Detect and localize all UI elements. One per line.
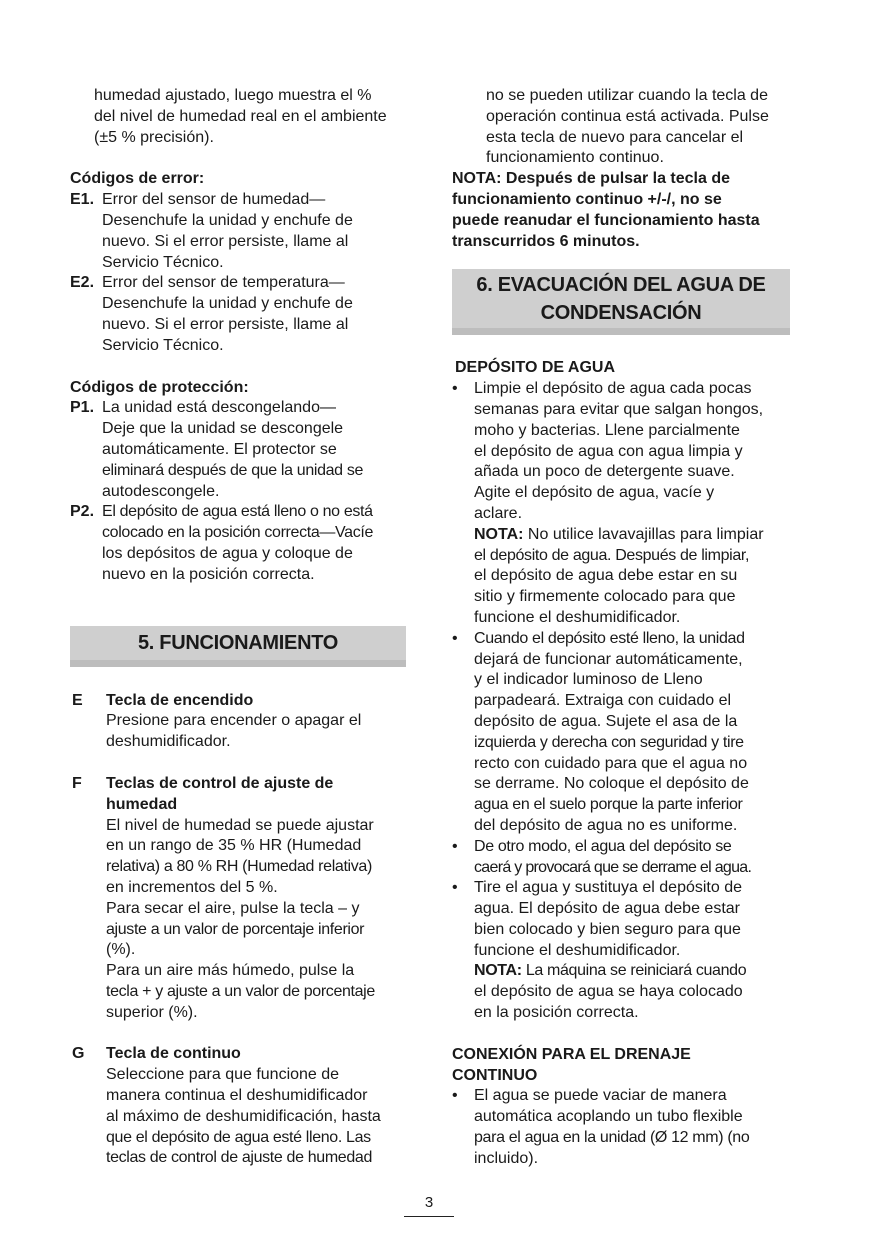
- text-line: Cuando el depósito esté lleno, la unidad: [474, 629, 745, 647]
- section-title: 5. FUNCIONAMIENTO: [137, 631, 339, 654]
- right-column: [452, 86, 790, 1170]
- text-line: del depósito de agua no es uniforme.: [474, 816, 738, 834]
- text-line: Agite el depósito de agua, vacíe y: [474, 484, 715, 502]
- text-line: bien colocado y bien seguro para que: [474, 920, 741, 938]
- text-line: en incrementos del 5 %.: [106, 878, 278, 896]
- key-item-g: [70, 1044, 406, 1169]
- text-line: El depósito de agua está lleno o no está: [102, 503, 373, 521]
- text-line: Error del sensor de temperatura—: [102, 274, 345, 292]
- text-line: Desenchufe la unidad y enchufe de: [102, 211, 353, 229]
- text-line: en la posición correcta.: [474, 1004, 639, 1022]
- error-code-e2: [70, 273, 406, 356]
- error-codes-list: [70, 190, 406, 356]
- list-item: [452, 878, 790, 1024]
- text-line: del nivel de humedad real en el ambiente: [94, 107, 387, 125]
- text-line: nuevo en la posición correcta.: [102, 565, 315, 583]
- section-6-heading: [452, 269, 790, 335]
- key-letter: G: [72, 1045, 85, 1063]
- text-line: Desenchufe la unidad y enchufe de: [102, 295, 353, 313]
- text-line: Deje que la unidad se descongele: [102, 420, 344, 438]
- text-line: el depósito de agua debe estar en su: [474, 567, 738, 585]
- error-code-e1: [70, 190, 406, 273]
- text-line: el depósito de agua se haya colocado: [474, 983, 743, 1001]
- protection-code-p1: [70, 398, 406, 502]
- text-line: funcione el deshumidificador.: [474, 608, 681, 626]
- tank-bullet-list: [452, 379, 790, 1024]
- text-line: operación continua está activada. Pulse: [486, 107, 769, 125]
- text-line: superior (%).: [106, 1003, 198, 1021]
- continuation-paragraph: [452, 86, 790, 169]
- key-title: Tecla de continuo: [106, 1045, 241, 1063]
- text-line: CONTINUO: [452, 1066, 538, 1084]
- text-line: aclare.: [474, 504, 523, 522]
- tank-title: DEPÓSITO DE AGUA: [455, 359, 616, 377]
- text-line: y el indicador luminoso de Lleno: [474, 671, 703, 689]
- text-line: De otro modo, el agua del depósito se: [474, 837, 732, 855]
- text-line: Tire el agua y sustituya el depósito de: [474, 879, 743, 897]
- text-line: Limpie el depósito de agua cada pocas: [474, 380, 752, 398]
- text-line: nuevo. Si el error persiste, llame al: [102, 232, 349, 250]
- list-item: [452, 1086, 790, 1169]
- text-line: puede reanudar el funcionamiento hasta: [452, 211, 760, 229]
- text-line: autodescongele.: [102, 482, 220, 500]
- text-line: eliminará después de que la unidad se: [102, 461, 364, 479]
- bullet-icon: •: [452, 1087, 458, 1105]
- text-line: transcurridos 6 minutos.: [452, 232, 640, 250]
- text-line: CONEXIÓN PARA EL DRENAJE: [452, 1045, 691, 1063]
- text-line: caerá y provocará que se derrame el agua.: [474, 858, 752, 876]
- key-item-f: [70, 774, 406, 1024]
- text-line: el depósito de agua. Después de limpiar,: [474, 546, 750, 564]
- key-title: humedad: [106, 795, 178, 813]
- text-line: colocado en la posición correcta—Vacíe: [102, 524, 374, 542]
- text-line: tecla + y ajuste a un valor de porcentaje: [106, 982, 375, 1000]
- code-label: E2.: [70, 274, 95, 292]
- text-line: al máximo de deshumidificación, hasta: [106, 1107, 381, 1125]
- text-line: teclas de control de ajuste de humedad: [106, 1149, 372, 1167]
- key-title: Tecla de encendido: [106, 691, 254, 709]
- text-line: incluido).: [474, 1149, 539, 1167]
- text-line: El nivel de humedad se puede ajustar: [106, 816, 374, 834]
- text-line: Seleccione para que funcione de: [106, 1066, 340, 1084]
- text-line: agua en el suelo porque la parte inferior: [474, 796, 743, 814]
- key-item-e: [70, 691, 406, 753]
- drain-title: [452, 1045, 790, 1087]
- page-footer: [404, 1193, 454, 1217]
- list-item: [452, 629, 790, 837]
- text-line: humedad ajustado, luego muestra el %: [94, 87, 372, 104]
- note-text: La máquina se reiniciará cuando: [521, 962, 747, 980]
- text-line: NOTA: Después de pulsar la tecla de: [452, 170, 731, 188]
- text-line: Para secar el aire, pulse la tecla – y: [106, 899, 360, 917]
- text-line: el depósito de agua con agua limpia y: [474, 442, 743, 460]
- text-line: Servicio Técnico.: [102, 253, 224, 271]
- text-line: (%).: [106, 941, 136, 959]
- text-line: moho y bacterias. Llene parcialmente: [474, 421, 740, 439]
- note-label: NOTA:: [474, 525, 524, 543]
- text-line: semanas para evitar que salgan hongos,: [474, 400, 764, 418]
- text-line: Para un aire más húmedo, pulse la: [106, 962, 355, 980]
- text-line: depósito de agua. Sujete el asa de la: [474, 712, 738, 730]
- left-column: [70, 86, 406, 1169]
- text-line: recto con cuidado para que el agua no: [474, 754, 748, 772]
- text-line: para el agua en la unidad (Ø 12 mm) (no: [474, 1129, 750, 1147]
- section-5-heading: [70, 626, 406, 667]
- text-line: los depósitos de agua y coloque de: [102, 544, 353, 562]
- text-line: automáticamente. El protector se: [102, 440, 337, 458]
- protection-codes-title: Códigos de protección:: [70, 378, 249, 396]
- bullet-icon: •: [452, 879, 458, 897]
- text-line: sitio y firmemente colocado para que: [474, 588, 736, 606]
- text-line: (±5 % precisión).: [94, 128, 214, 146]
- text-line: automática acoplando un tubo flexible: [474, 1108, 743, 1126]
- section-title: CONDENSACIÓN: [540, 302, 702, 325]
- list-item: [452, 379, 790, 629]
- text-line: Error del sensor de humedad—: [102, 191, 326, 209]
- text-line: dejará de funcionar automáticamente,: [474, 650, 743, 668]
- key-letter: F: [72, 774, 82, 792]
- text-line: [474, 961, 790, 982]
- protection-code-p2: [70, 502, 406, 585]
- text-line: nuevo. Si el error persiste, llame al: [102, 315, 349, 333]
- text-line: El agua se puede vaciar de manera: [474, 1087, 727, 1105]
- intro-paragraph: [70, 86, 406, 148]
- text-line: Presione para encender o apagar el: [106, 712, 362, 730]
- text-line: que el depósito de agua esté lleno. Las: [106, 1128, 371, 1146]
- bullet-icon: •: [452, 380, 458, 398]
- section-title: 6. EVACUACIÓN DEL AGUA DE: [476, 274, 766, 297]
- text-line: no se pueden utilizar cuando la tecla de: [486, 87, 768, 104]
- footer-rule: [404, 1216, 454, 1217]
- text-line: en un rango de 35 % HR (Humedad: [106, 837, 362, 855]
- text-line: agua. El depósito de agua debe estar: [474, 900, 740, 918]
- bullet-icon: •: [452, 629, 458, 647]
- text-line: esta tecla de nuevo para cancelar el: [486, 128, 744, 146]
- text-line: funcionamiento continuo +/-/, no se: [452, 190, 722, 208]
- text-line: [474, 525, 790, 546]
- text-line: manera continua el deshumidificador: [106, 1087, 368, 1105]
- code-label: P1.: [70, 399, 95, 417]
- text-line: relativa) a 80 % RH (Humedad relativa): [106, 858, 372, 876]
- page-number: 3: [424, 1194, 434, 1211]
- text-line: izquierda y derecha con seguridad y tire: [474, 733, 744, 751]
- text-line: Servicio Técnico.: [102, 336, 224, 354]
- code-label: P2.: [70, 503, 95, 521]
- error-codes-title: Códigos de error:: [70, 170, 205, 188]
- text-line: parpadeará. Extraiga con cuidado el: [474, 692, 732, 710]
- text-line: La unidad está descongelando—: [102, 399, 336, 417]
- text-line: ajuste a un valor de porcentaje inferior: [106, 920, 365, 938]
- text-line: se derrame. No coloque el depósito de: [474, 775, 749, 793]
- list-item: [452, 837, 790, 879]
- key-title: Teclas de control de ajuste de: [106, 774, 334, 792]
- bullet-icon: •: [452, 837, 458, 855]
- note-text: No utilice lavavajillas para limpiar: [523, 525, 764, 543]
- text-line: deshumidificador.: [106, 733, 231, 751]
- note-label: NOTA:: [474, 962, 522, 980]
- key-letter: E: [72, 691, 83, 709]
- code-label: E1.: [70, 191, 95, 209]
- drain-bullet-list: [452, 1086, 790, 1169]
- text-line: funcionamiento continuo.: [486, 149, 664, 167]
- text-line: funcione el deshumidificador.: [474, 941, 681, 959]
- text-line: añada un poco de detergente suave.: [474, 463, 735, 481]
- protection-codes-list: [70, 398, 406, 585]
- continuous-note: [452, 169, 790, 252]
